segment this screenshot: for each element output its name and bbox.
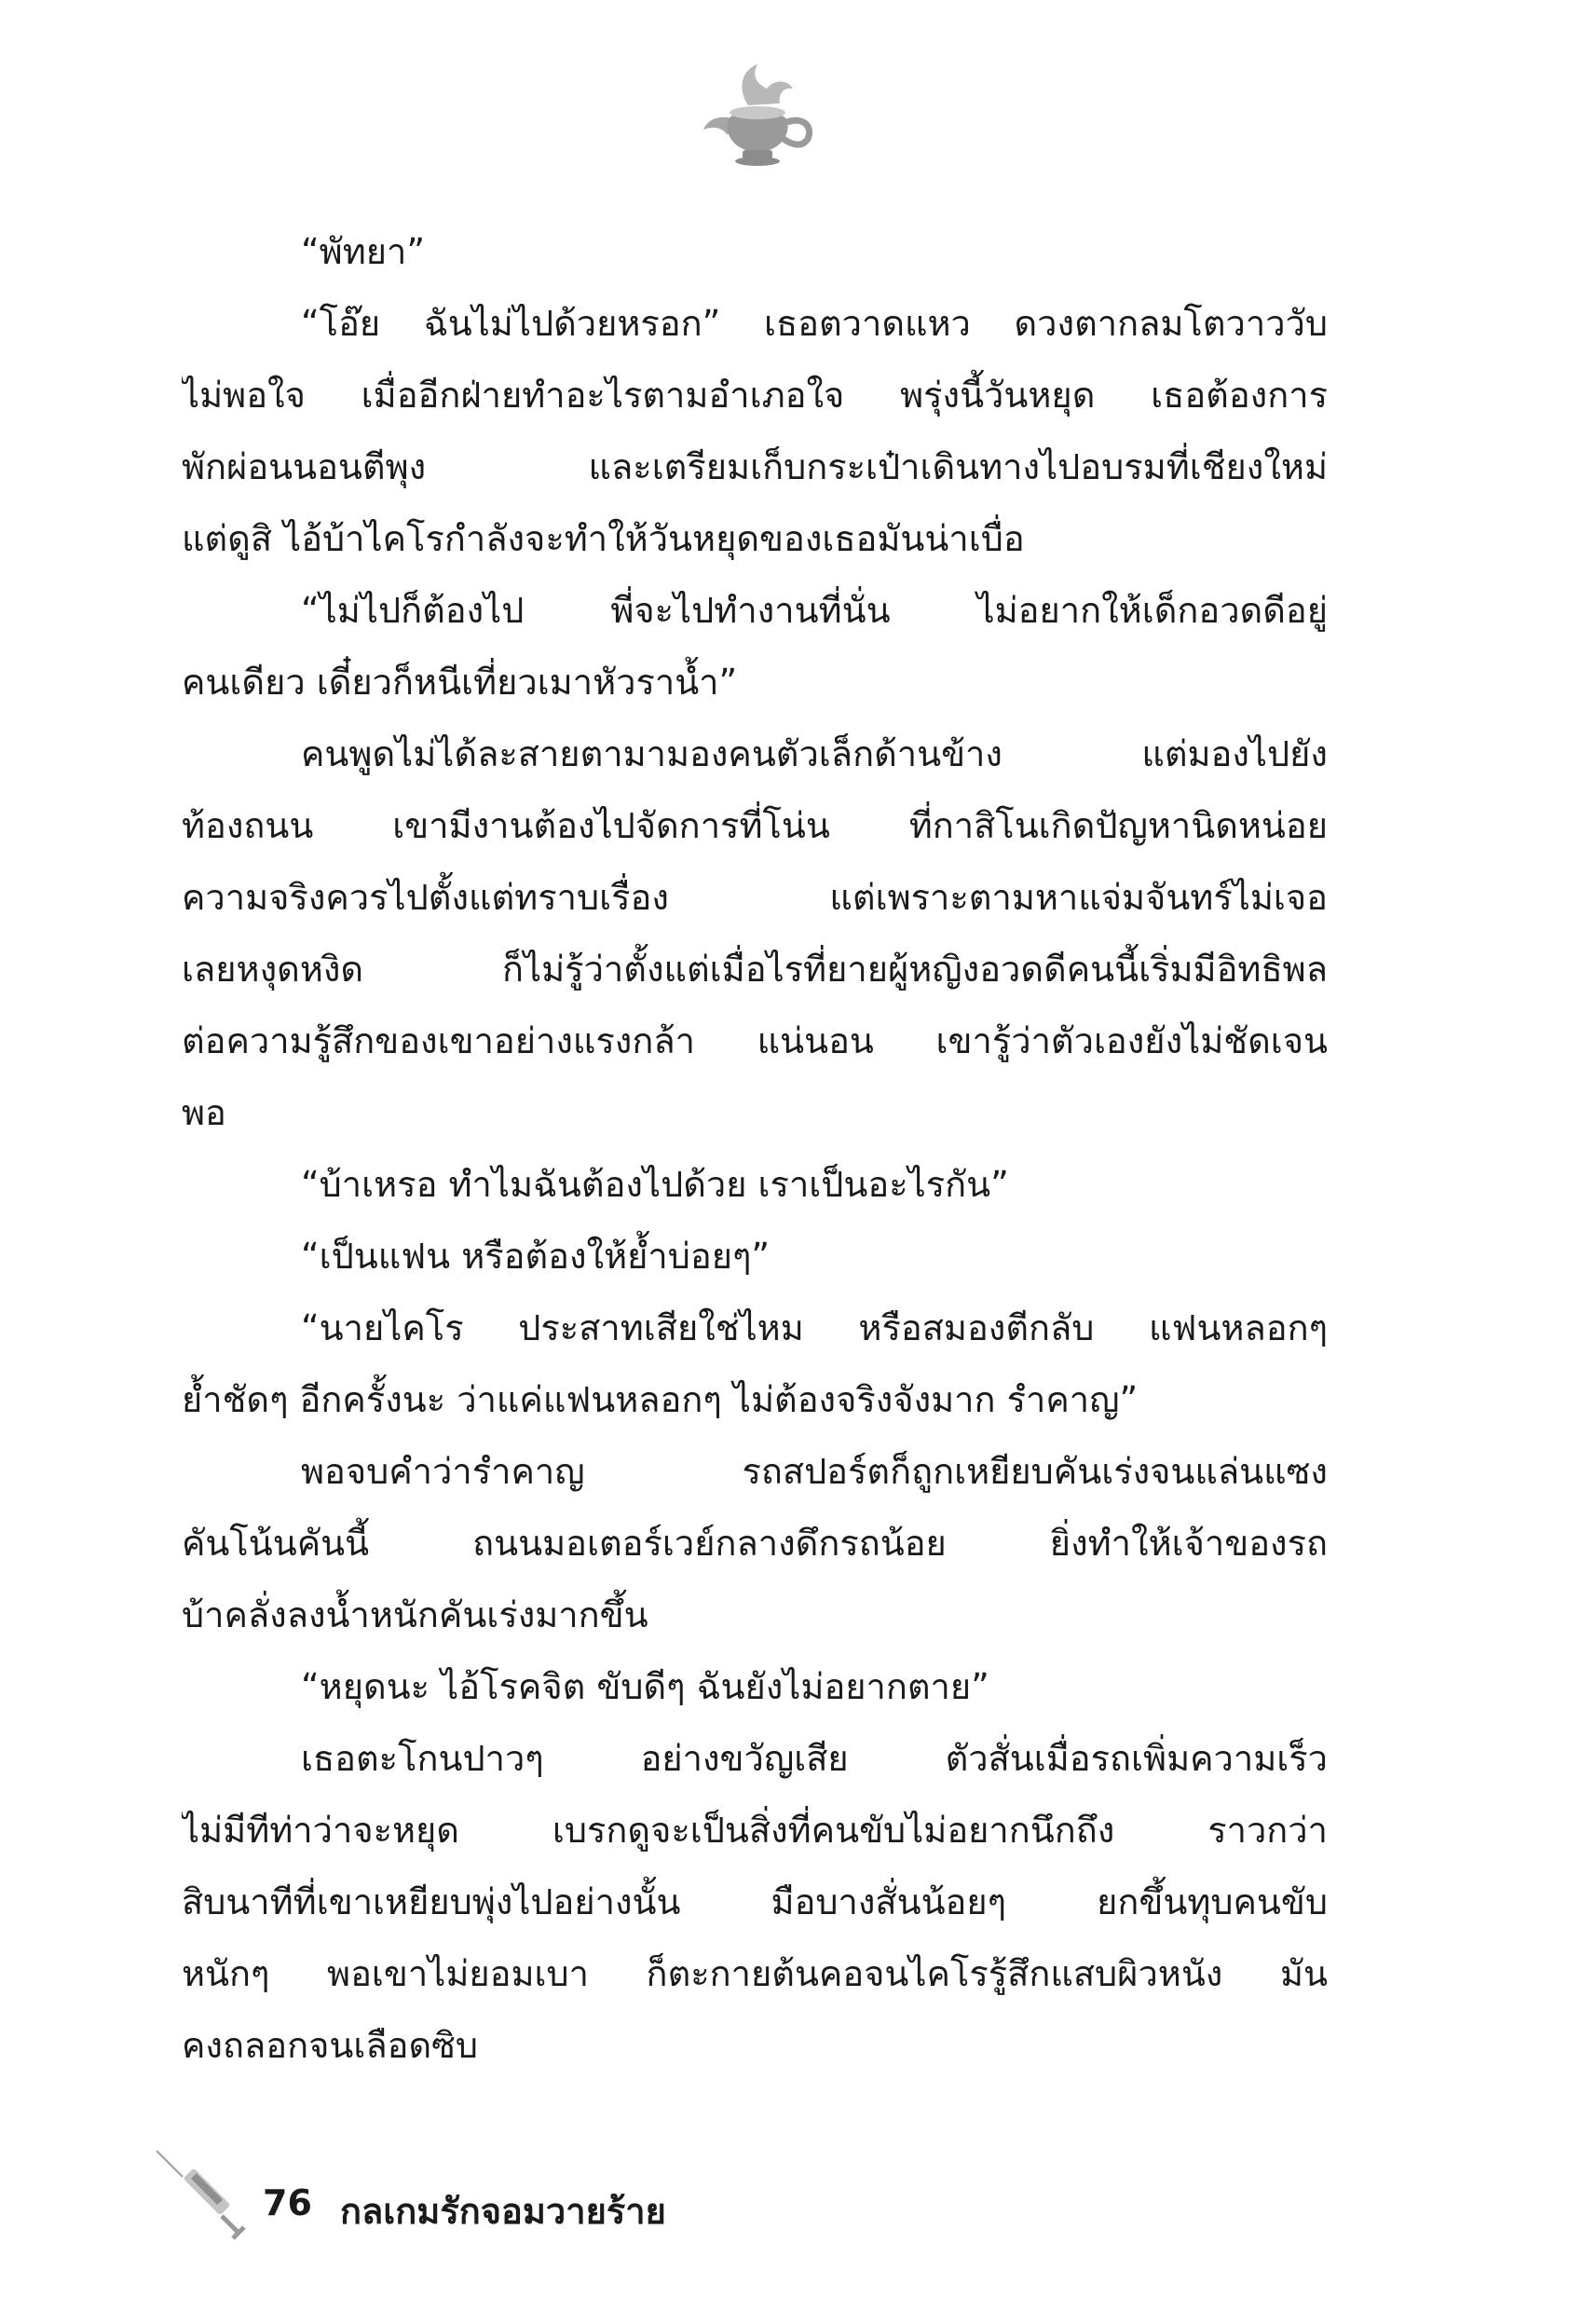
text-line: บ้าคลั่งลงน้ำหนักคันเร่งมากขึ้น xyxy=(182,1594,648,1635)
text-line: “เป็นแฟน หรือต้องให้ย้ำบ่อยๆ” xyxy=(301,1236,771,1277)
text-line: ความจริงควรไปตั้งแต่ทราบเรื่อง แต่เพราะตามหาแจ่มจันทร์ไม่เจอ xyxy=(182,877,1328,918)
text-line: “ไม่ไปก็ต้องไป พี่จะไปทำงานที่นั่น ไม่อยากให้เด็กอวดดีอยู่ xyxy=(301,590,1328,631)
page-footer xyxy=(149,2143,801,2246)
text-line: พักผ่อนนอนตีพุง และเตรียมเก็บกระเป๋าเดินทางไปอบรมที่เชียงใหม่ xyxy=(182,446,1328,487)
text-line: “โอ๊ย ฉันไม่ไปด้วยหรอก” เธอตวาดแหว ดวงตากลมโตวาววับ xyxy=(301,303,1328,344)
text-line: เลยหงุดหงิด ก็ไม่รู้ว่าตั้งแต่เมื่อไรที่ยายผู้หญิงอวดดีคนนี้เริ่มมีอิทธิพล xyxy=(182,949,1328,990)
text-line: ท้องถนน เขามีงานต้องไปจัดการที่โน่น ที่กาสิโนเกิดปัญหานิดหน่อย xyxy=(182,805,1328,846)
book-title: กลเกมรักจอมวายร้าย xyxy=(340,2191,666,2232)
text-line: “บ้าเหรอ ทำไมฉันต้องไปด้วย เราเป็นอะไรกัน” xyxy=(301,1164,1009,1205)
text-line: คงถลอกจนเลือดซิบ xyxy=(182,2025,479,2066)
text-line: หนักๆ พอเขาไม่ยอมเบา ก็ตะกายต้นคอจนไคโรรู้สึกแสบผิวหนัง มัน xyxy=(182,1953,1328,1994)
text-line: คันโน้นคันนี้ ถนนมอเตอร์เวย์กลางดึกรถน้อย ยิ่งทำให้เจ้าของรถ xyxy=(182,1523,1328,1564)
text-line: “หยุดนะ ไอ้โรคจิต ขับดีๆ ฉันยังไม่อยากตาย” xyxy=(301,1666,989,1707)
text-line: ต่อความรู้สึกของเขาอย่างแรงกล้า แน่นอน เขารู้ว่าตัวเองยังไม่ชัดเจน xyxy=(182,1020,1328,1061)
text-line: ไม่พอใจ เมื่ออีกฝ่ายทำอะไรตามอำเภอใจ พรุ่งนี้วันหยุด เธอต้องการ xyxy=(182,375,1328,416)
text-line: คนพูดไม่ได้ละสายตามามองคนตัวเล็กด้านข้าง แต่มองไปยัง xyxy=(301,733,1328,774)
text-line: ย้ำชัดๆ อีกครั้งนะ ว่าแค่แฟนหลอกๆ ไม่ต้องจริงจังมาก รำคาญ” xyxy=(182,1379,1139,1420)
text-line: เธอตะโกนปาวๆ อย่างขวัญเสีย ตัวสั่นเมื่อรถเพิ่มความเร็ว xyxy=(301,1738,1328,1779)
text-line: พอจบคำว่ารำคาญ รถสปอร์ตก็ถูกเหยียบคันเร่งจนแล่นแซง xyxy=(301,1451,1328,1492)
text-line: คนเดียว เดี๋ยวก็หนีเที่ยวเมาหัวราน้ำ” xyxy=(182,662,738,703)
genie-lamp-icon xyxy=(690,51,821,172)
body-text xyxy=(182,216,1328,2082)
text-line: “พัทยา” xyxy=(301,231,426,272)
syringe-icon xyxy=(149,2143,252,2246)
text-line: สิบนาทีที่เขาเหยียบพุ่งไปอย่างนั้น มือบางสั่นน้อยๆ ยกขึ้นทุบคนขับ xyxy=(182,1881,1328,1922)
text-line: พอ xyxy=(182,1092,226,1133)
text-line: “นายไคโร ประสาทเสียใช่ไหม หรือสมองตีกลับ แฟนหลอกๆ xyxy=(301,1307,1328,1348)
text-line: แต่ดูสิ ไอ้บ้าไคโรกำลังจะทำให้วันหยุดของเธอมันน่าเบื่อ xyxy=(182,518,1025,559)
text-line: ไม่มีทีท่าว่าจะหยุด เบรกดูจะเป็นสิ่งที่คนขับไม่อยากนึกถึง ราวกว่า xyxy=(182,1810,1328,1851)
page-number: 76 xyxy=(263,2182,312,2223)
